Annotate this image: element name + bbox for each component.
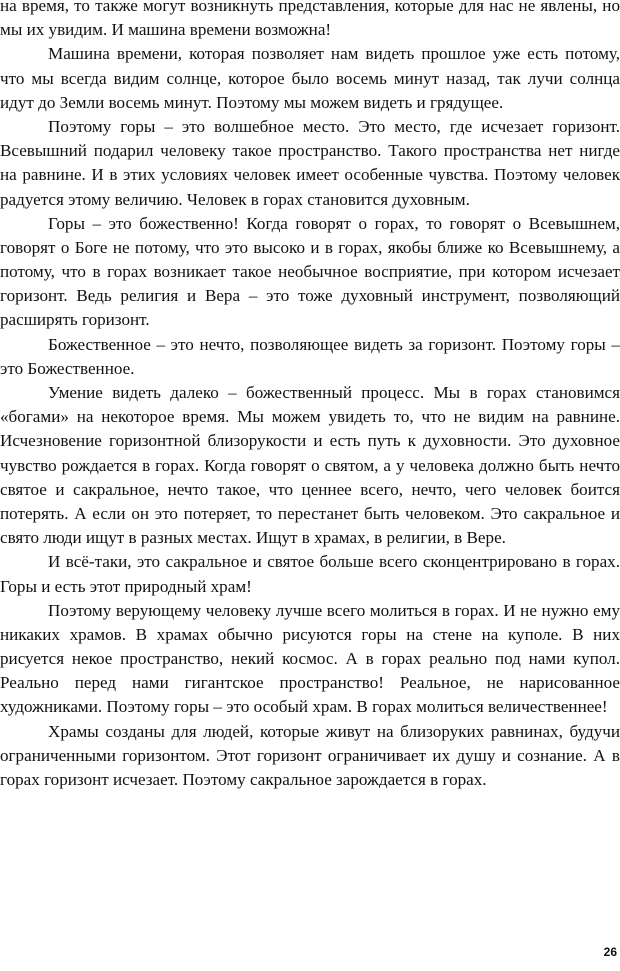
paragraph-8: Поэтому верующему человеку лучше всего молиться в горах. И не нужно ему никаких храмов. В храмах обычно рисуются горы на стене на куполе. В них рисуется некое пространство, некий космос. А в горах реально под нами купол. Реально перед нами гигантское пространство! Реальное, не нарисованное художниками. Поэтому горы – это особый храм. В горах молиться величественнее! bbox=[0, 600, 620, 717]
paragraph-4: Горы – это божественно! Когда говорят о горах, то говорят о Всевышнем, говорят о Боге не потому, что это высоко и в горах, якобы ближе ко Всевышнему, а потому, что в горах возникает такое необычное восприятие, при котором исчезает горизонт. Ведь религия и Вера – это тоже духовный инструмент, позволяющий расширять горизонт. bbox=[0, 213, 620, 330]
paragraph-7: И всё-таки, это сакральное и святое больше всего сконцентрировано в горах. Горы и есть этот природный храм! bbox=[0, 552, 620, 596]
paragraph-5: Божественное – это нечто, позволяющее видеть за горизонт. Поэтому горы – это Божественное. bbox=[0, 334, 620, 378]
paragraph-1: на время, то также могут возникнуть представления, которые для нас не явлены, но мы их увидим. И машина времени возможна! bbox=[0, 0, 620, 40]
paragraph-3: Поэтому горы – это волшебное место. Это место, где исчезает горизонт. Всевышний подарил человеку такое пространство. Такого пространства нет нигде на равнине. И в этих условиях человек имеет особенные чувства. Поэтому человек радуется этому величию. Человек в горах становится духовным. bbox=[0, 116, 620, 209]
paragraph-2: Машина времени, которая позволяет нам видеть прошлое уже есть потому, что мы всегда видим солнце, которое было восемь минут назад, так лучи солнца идут до Земли восемь минут. Поэтому мы можем видеть и грядущее. bbox=[0, 44, 620, 112]
paragraph-6: Умение видеть далеко – божественный процесс. Мы в горах становимся «богами» на некоторое время. Мы можем увидеть то, что не видим на равнине. Исчезновение горизонтной близорукости и есть путь к духовности. Это духовное чувство рождается в горах. Когда говорят о святом, а у человека должно быть нечто святое и сакральное, нечто такое, что ценнее всего, нечто, чего человек боится потерять. А если он это потеряет, то перестанет быть человеком. Это сакральное и свято люди ищут в разных местах. Ищут в храмах, в религии, в Вере. bbox=[0, 383, 620, 548]
page-number: 26 bbox=[603, 945, 617, 959]
paragraph-9: Храмы созданы для людей, которые живут на близоруких равнинах, будучи ограниченными горизонтом. Этот горизонт ограничивает их душу и сознание. А в горах горизонт исчезает. Поэтому сакральное зарождается в горах. bbox=[0, 721, 620, 789]
